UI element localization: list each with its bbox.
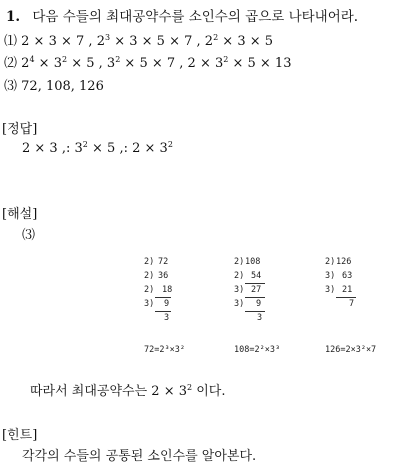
item-1: ⑴ 2 × 3 × 7 , $2^3 \times 3 \times 5 \times 7$ , $2^2 \times 3 \times 5$ (4, 33, 274, 49)
dividend: 21 (342, 285, 353, 295)
division-line (245, 283, 265, 284)
division-line (155, 311, 171, 312)
item-2-expr-a: $2^4 \times 3^2 \times 5$ (21, 55, 95, 71)
question-number: 1. (6, 9, 21, 25)
division-line (336, 297, 356, 298)
hint-text: 각각의 수들의 공통된 소인수를 알아본다. (22, 449, 257, 464)
item-3-label: ⑶ (4, 79, 18, 94)
result-72: 72=2³×3² (144, 345, 185, 355)
answer-2: $3^2 \times 5$ (74, 140, 116, 156)
dividend: 9 (164, 299, 170, 309)
division-line (245, 297, 265, 298)
division-line (245, 311, 265, 312)
divisor: 2) (144, 285, 155, 295)
answer-line: 2 × 3 ,: $3^2 \times 5$ ,: $2 \times 3^2$ (22, 140, 173, 156)
item-2-expr-b: $3^2 \times 5 \times 7$ (106, 55, 176, 71)
hint-heading: [힌트] (2, 428, 38, 443)
item-1-expr-a: 2 × 3 × 7 (21, 34, 85, 49)
item-1-label: ⑴ (4, 34, 18, 49)
item-2-label: ⑵ (4, 56, 18, 71)
divisor: 2) (144, 271, 155, 281)
item-1-expr-b: $2^3 \times 3 \times 5 \times 7$ (96, 33, 193, 49)
quotient: 3 (164, 313, 170, 323)
divisor: 2) (234, 257, 245, 267)
divisor: 3) (234, 285, 245, 295)
division-line (155, 297, 171, 298)
explanation-heading: [해설] (2, 207, 38, 222)
quotient: 3 (257, 313, 263, 323)
divisor: 2) (325, 257, 336, 267)
dividend: 27 (251, 285, 262, 295)
question-text: 다음 수들의 최대공약수를 소인수의 곱으로 나타내어라. (32, 9, 359, 25)
divisor: 3) (234, 299, 245, 309)
conclusion-math: $2 \times 3^2$ (151, 383, 193, 399)
dividend: 108 (245, 257, 261, 267)
conclusion-post: 이다. (196, 384, 226, 399)
dividend: 63 (342, 271, 353, 281)
divisor: 3) (325, 285, 336, 295)
answer-1: 2 × 3 (22, 141, 58, 156)
dividend: 18 (162, 285, 173, 295)
divisor: 2) (144, 257, 155, 267)
dividend: 9 (256, 299, 262, 309)
dividend: 72 (158, 257, 169, 267)
explanation-label: ⑶ (22, 228, 36, 243)
divisor: 3) (325, 271, 336, 281)
item-1-expr-c: $2^2 \times 3 \times 5$ (204, 33, 274, 49)
dividend: 36 (158, 271, 169, 281)
conclusion-pre: 따라서 최대공약수는 (30, 384, 148, 399)
conclusion-line (30, 380, 225, 399)
item-2-expr-c: $2 \times 3^2 \times 5 \times 13$ (187, 55, 292, 71)
divisor: 2) (234, 271, 245, 281)
result-126: 126=2×3²×7 (325, 345, 377, 355)
item-3-expr: 72, 108, 126 (21, 79, 104, 94)
answer-heading: [정답] (2, 122, 38, 137)
dividend: 126 (336, 257, 352, 267)
answer-3: $2 \times 3^2$ (132, 140, 173, 156)
quotient: 7 (349, 299, 355, 309)
item-2: ⑵ $2^4 \times 3^2 \times 5$ , $3^2 \times 5 \times 7$ , $2 \times 3^2 \times 5 \times 13$ (4, 55, 292, 71)
result-108: 108=2²×3³ (234, 345, 281, 355)
dividend: 54 (251, 271, 262, 281)
divisor: 3) (144, 299, 155, 309)
